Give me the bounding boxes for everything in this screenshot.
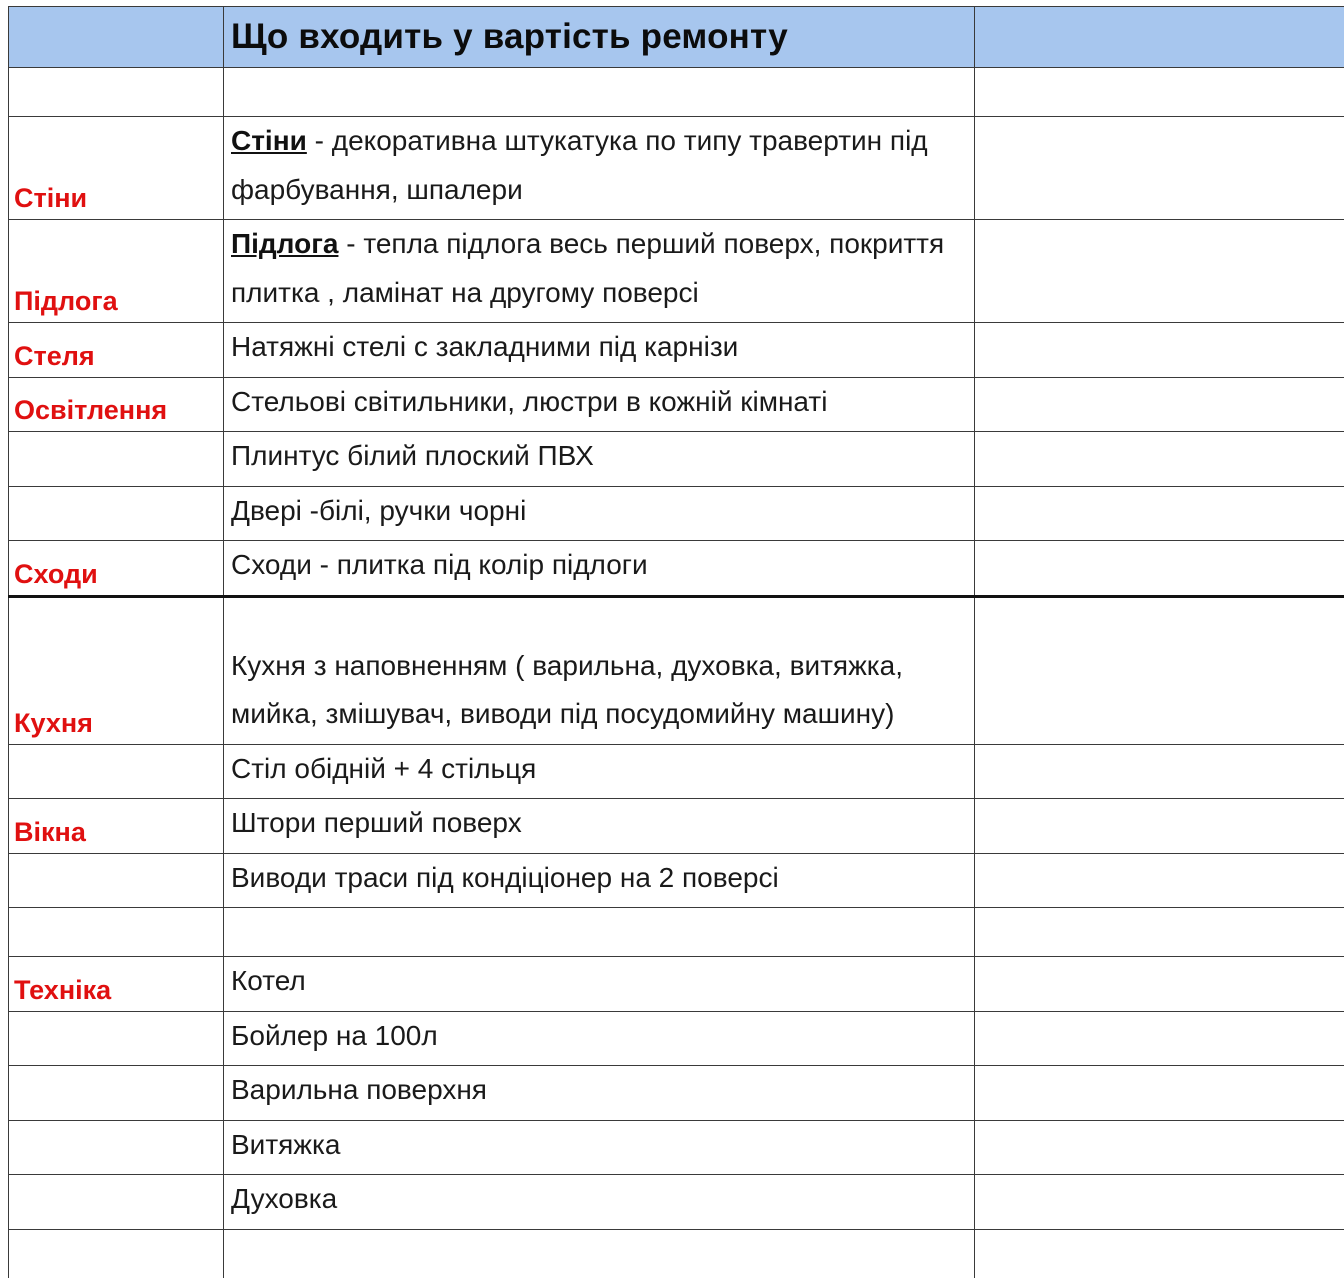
description-cell[interactable] bbox=[224, 220, 975, 323]
description-cell[interactable] bbox=[224, 541, 975, 597]
category-label bbox=[9, 1115, 223, 1120]
empty-cell[interactable] bbox=[975, 486, 1344, 541]
category-cell[interactable] bbox=[9, 744, 224, 799]
category-cell[interactable] bbox=[9, 323, 224, 378]
category-label: Техніка bbox=[9, 975, 223, 1011]
description-text: Стельові світильники, люстри в кожній кімнаті bbox=[224, 378, 974, 432]
category-cell[interactable] bbox=[9, 117, 224, 220]
walls-description: - декоративна штукатука по типу травертин під фарбування, шпалери bbox=[231, 125, 928, 205]
table-row bbox=[9, 908, 1344, 957]
empty-cell[interactable] bbox=[975, 323, 1344, 378]
description-text: Бойлер на 100л bbox=[224, 1012, 974, 1066]
empty-cell[interactable] bbox=[975, 596, 1344, 744]
description-cell[interactable] bbox=[224, 1175, 975, 1230]
category-label bbox=[9, 481, 223, 486]
category-cell[interactable] bbox=[9, 486, 224, 541]
category-cell[interactable] bbox=[9, 377, 224, 432]
table-row bbox=[9, 432, 1344, 487]
description-cell[interactable] bbox=[224, 1229, 975, 1278]
description-cell[interactable] bbox=[224, 853, 975, 908]
description-text: Натяжні стелі с закладними під карнізи bbox=[224, 323, 974, 377]
category-cell[interactable] bbox=[9, 1011, 224, 1066]
header-cell-c[interactable] bbox=[975, 7, 1344, 68]
description-text: Сходи - плитка під колір підлоги bbox=[224, 541, 974, 595]
description-text: Котел bbox=[224, 957, 974, 1011]
empty-cell[interactable] bbox=[975, 957, 1344, 1012]
empty-cell[interactable] bbox=[975, 432, 1344, 487]
description-cell[interactable] bbox=[224, 957, 975, 1012]
category-cell[interactable] bbox=[9, 220, 224, 323]
empty-cell[interactable] bbox=[975, 1229, 1344, 1278]
description-cell[interactable] bbox=[224, 1011, 975, 1066]
description-text bbox=[224, 220, 974, 322]
category-cell[interactable] bbox=[9, 957, 224, 1012]
empty-cell[interactable] bbox=[975, 744, 1344, 799]
description-cell[interactable] bbox=[224, 596, 975, 744]
category-label bbox=[9, 1169, 223, 1174]
category-label: Сходи bbox=[9, 559, 223, 595]
table-row bbox=[9, 1120, 1344, 1175]
category-label bbox=[9, 793, 223, 798]
category-label bbox=[9, 111, 223, 116]
table-row bbox=[9, 220, 1344, 323]
table-row bbox=[9, 596, 1344, 744]
description-cell[interactable] bbox=[224, 799, 975, 854]
table-row bbox=[9, 377, 1344, 432]
category-cell[interactable] bbox=[9, 541, 224, 597]
table-row bbox=[9, 799, 1344, 854]
description-text: Кухня з наповненням ( варильна, духовка, витяжка, мийка, змішувач, виводи під посудомийну машину) bbox=[224, 642, 974, 744]
category-label: Освітлення bbox=[9, 395, 223, 431]
category-label bbox=[9, 951, 223, 956]
category-label bbox=[9, 1224, 223, 1229]
category-cell[interactable] bbox=[9, 1229, 224, 1278]
table-row bbox=[9, 853, 1344, 908]
empty-cell[interactable] bbox=[975, 117, 1344, 220]
category-cell[interactable] bbox=[9, 1120, 224, 1175]
empty-cell[interactable] bbox=[975, 799, 1344, 854]
category-label: Стіни bbox=[9, 183, 223, 219]
category-cell[interactable] bbox=[9, 908, 224, 957]
empty-cell[interactable] bbox=[975, 1011, 1344, 1066]
category-label bbox=[9, 1060, 223, 1065]
description-text bbox=[224, 1273, 974, 1278]
description-cell[interactable] bbox=[224, 323, 975, 378]
description-text: Варильна поверхня bbox=[224, 1066, 974, 1120]
empty-cell[interactable] bbox=[975, 541, 1344, 597]
table-row bbox=[9, 744, 1344, 799]
category-label bbox=[9, 902, 223, 907]
header-cell-b[interactable] bbox=[224, 7, 975, 68]
header-cell-a[interactable] bbox=[9, 7, 224, 68]
empty-cell[interactable] bbox=[975, 908, 1344, 957]
description-cell[interactable] bbox=[224, 908, 975, 957]
description-cell[interactable] bbox=[224, 744, 975, 799]
description-text bbox=[224, 951, 974, 956]
empty-cell[interactable] bbox=[975, 1066, 1344, 1121]
table-row bbox=[9, 323, 1344, 378]
category-cell[interactable] bbox=[9, 799, 224, 854]
table-row bbox=[9, 117, 1344, 220]
description-cell[interactable] bbox=[224, 486, 975, 541]
description-cell[interactable] bbox=[224, 432, 975, 487]
description-cell[interactable] bbox=[224, 377, 975, 432]
empty-cell[interactable] bbox=[975, 853, 1344, 908]
table-row bbox=[9, 1066, 1344, 1121]
category-label bbox=[9, 1273, 223, 1278]
category-cell[interactable] bbox=[9, 596, 224, 744]
category-label: Кухня bbox=[9, 708, 223, 744]
table-row bbox=[9, 68, 1344, 117]
table-row bbox=[9, 1229, 1344, 1278]
empty-cell[interactable] bbox=[975, 1120, 1344, 1175]
category-cell[interactable] bbox=[9, 432, 224, 487]
empty-cell[interactable] bbox=[975, 377, 1344, 432]
category-label: Вікна bbox=[9, 817, 223, 853]
walls-label: Стіни bbox=[231, 125, 307, 156]
empty-cell[interactable] bbox=[975, 220, 1344, 323]
category-cell[interactable] bbox=[9, 1175, 224, 1230]
table-row bbox=[9, 1011, 1344, 1066]
empty-cell[interactable] bbox=[975, 1175, 1344, 1230]
description-text: Витяжка bbox=[224, 1121, 974, 1175]
table-row bbox=[9, 1175, 1344, 1230]
category-cell[interactable] bbox=[9, 853, 224, 908]
description-text: Стіл обідній + 4 стільця bbox=[224, 745, 974, 799]
description-text: Виводи траси під кондіціонер на 2 поверсі bbox=[224, 854, 974, 908]
category-label: Підлога bbox=[9, 286, 223, 322]
table-title: Що входить у вартість ремонту bbox=[224, 17, 974, 57]
table-row bbox=[9, 486, 1344, 541]
description-text bbox=[224, 117, 974, 219]
description-cell[interactable] bbox=[224, 117, 975, 220]
table-row bbox=[9, 957, 1344, 1012]
description-cell[interactable] bbox=[224, 1120, 975, 1175]
category-cell[interactable] bbox=[9, 1066, 224, 1121]
description-cell[interactable] bbox=[224, 68, 975, 117]
floor-label: Підлога bbox=[231, 228, 338, 259]
description-text: Плинтус білий плоский ПВХ bbox=[224, 432, 974, 486]
description-text bbox=[224, 111, 974, 116]
table-row bbox=[9, 541, 1344, 597]
header-row bbox=[9, 7, 1344, 68]
category-label bbox=[9, 535, 223, 540]
category-label: Стеля bbox=[9, 341, 223, 377]
description-text: Штори перший поверх bbox=[224, 799, 974, 853]
empty-cell[interactable] bbox=[975, 68, 1344, 117]
description-cell[interactable] bbox=[224, 1066, 975, 1121]
repair-cost-table bbox=[8, 6, 1344, 1278]
description-text: Двері -білі, ручки чорні bbox=[224, 487, 974, 541]
description-text: Духовка bbox=[224, 1175, 974, 1229]
category-cell[interactable] bbox=[9, 68, 224, 117]
floor-description: - тепла підлога весь перший поверх, покриття плитка , ламінат на другому поверсі bbox=[231, 228, 944, 308]
